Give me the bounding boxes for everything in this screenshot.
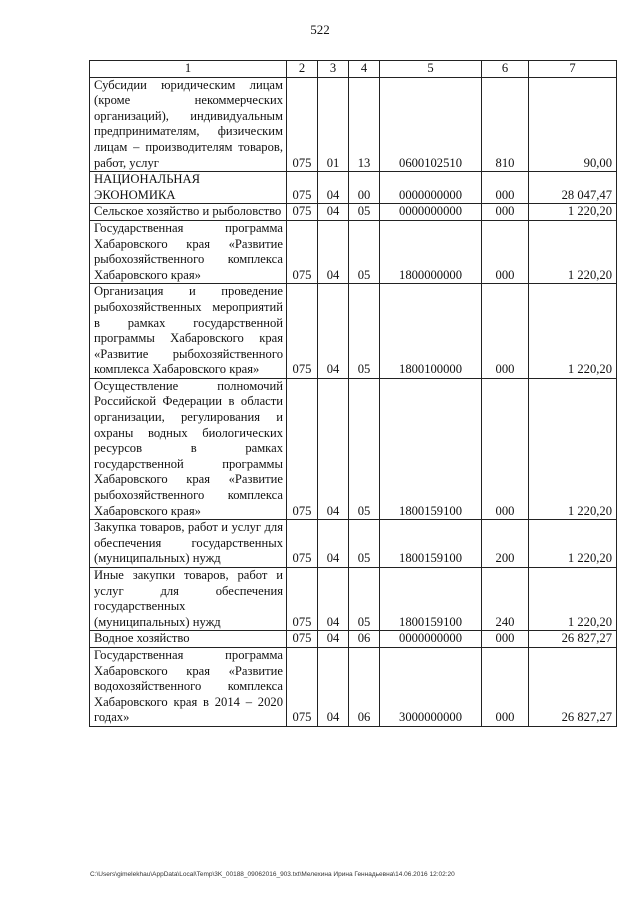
row-podrazdel: 05 <box>349 520 380 568</box>
row-podrazdel: 06 <box>349 631 380 648</box>
row-vr: 000 <box>482 204 529 221</box>
budget-table <box>89 60 617 727</box>
row-csr: 1800159100 <box>380 378 482 519</box>
row-vedomstvo: 075 <box>287 204 318 221</box>
row-name: Сельское хозяйство и рыболовство <box>90 204 287 221</box>
row-name: Осуществление полномочий Российской Федерации в области организации, регулирования и охраны водных биологических ресурсов в рамках государственной программы Хабаровского края «Развитие рыбохозяйственного комплекса Хабаровского края» <box>90 378 287 519</box>
row-podrazdel: 05 <box>349 378 380 519</box>
table-row <box>90 284 617 379</box>
row-razdel: 04 <box>318 647 349 726</box>
row-amount: 28 047,47 <box>529 172 617 204</box>
row-name: Государственная программа Хабаровского края «Развитие рыбохозяйственного комплекса Хабаровского края» <box>90 220 287 283</box>
header-col-5: 5 <box>380 61 482 78</box>
table-row <box>90 631 617 648</box>
table-row <box>90 77 617 172</box>
header-col-2: 2 <box>287 61 318 78</box>
row-name: Водное хозяйство <box>90 631 287 648</box>
row-razdel: 04 <box>318 204 349 221</box>
row-vedomstvo: 075 <box>287 520 318 568</box>
row-vr: 200 <box>482 520 529 568</box>
row-csr: 0000000000 <box>380 172 482 204</box>
row-name: Государственная программа Хабаровского края «Развитие водохозяйственного комплекса Хабаровского края в 2014 – 2020 годах» <box>90 647 287 726</box>
row-vr: 810 <box>482 77 529 172</box>
file-path-footer: C:\Users\gimelekhau\AppData\Local\Temp\3K_00188_09062016_903.txt\Мелехина Ирина Геннадьевна\14.06.2016 12:02:20 <box>90 871 455 878</box>
row-razdel: 04 <box>318 284 349 379</box>
row-amount: 1 220,20 <box>529 204 617 221</box>
row-podrazdel: 06 <box>349 647 380 726</box>
row-csr: 1800159100 <box>380 520 482 568</box>
row-razdel: 04 <box>318 378 349 519</box>
header-col-1: 1 <box>90 61 287 78</box>
row-vr: 240 <box>482 568 529 631</box>
table-row <box>90 568 617 631</box>
row-vedomstvo: 075 <box>287 631 318 648</box>
row-csr: 0600102510 <box>380 77 482 172</box>
table-row <box>90 172 617 204</box>
row-amount: 1 220,20 <box>529 568 617 631</box>
row-vedomstvo: 075 <box>287 647 318 726</box>
table-row <box>90 520 617 568</box>
row-csr: 1800159100 <box>380 568 482 631</box>
row-amount: 26 827,27 <box>529 647 617 726</box>
row-amount: 26 827,27 <box>529 631 617 648</box>
header-col-3: 3 <box>318 61 349 78</box>
header-col-7: 7 <box>529 61 617 78</box>
row-csr: 0000000000 <box>380 204 482 221</box>
row-name: Закупка товаров, работ и услуг для обеспечения государственных (муниципальных) нужд <box>90 520 287 568</box>
page-number: 522 <box>310 22 330 37</box>
row-vr: 000 <box>482 220 529 283</box>
row-vr: 000 <box>482 647 529 726</box>
row-podrazdel: 05 <box>349 220 380 283</box>
row-razdel: 04 <box>318 631 349 648</box>
table-row <box>90 647 617 726</box>
header-col-4: 4 <box>349 61 380 78</box>
row-vr: 000 <box>482 284 529 379</box>
row-csr: 1800000000 <box>380 220 482 283</box>
row-amount: 1 220,20 <box>529 378 617 519</box>
row-razdel: 04 <box>318 172 349 204</box>
row-vr: 000 <box>482 378 529 519</box>
row-amount: 1 220,20 <box>529 520 617 568</box>
row-podrazdel: 05 <box>349 204 380 221</box>
row-podrazdel: 05 <box>349 284 380 379</box>
row-csr: 1800100000 <box>380 284 482 379</box>
row-podrazdel: 13 <box>349 77 380 172</box>
row-name: Иные закупки товаров, работ и услуг для обеспечения государственных (муниципальных) нужд <box>90 568 287 631</box>
row-vedomstvo: 075 <box>287 284 318 379</box>
row-amount: 90,00 <box>529 77 617 172</box>
row-csr: 3000000000 <box>380 647 482 726</box>
row-razdel: 04 <box>318 220 349 283</box>
row-name: Субсидии юридическим лицам (кроме некоммерческих организаций), индивидуальным предпринимателям, физическим лицам – производителям товаров, работ, услуг <box>90 77 287 172</box>
table-row <box>90 220 617 283</box>
row-amount: 1 220,20 <box>529 284 617 379</box>
table-row <box>90 378 617 519</box>
row-name: НАЦИОНАЛЬНАЯ ЭКОНОМИКА <box>90 172 287 204</box>
row-razdel: 01 <box>318 77 349 172</box>
row-amount: 1 220,20 <box>529 220 617 283</box>
row-podrazdel: 05 <box>349 568 380 631</box>
row-vedomstvo: 075 <box>287 568 318 631</box>
header-col-6: 6 <box>482 61 529 78</box>
row-razdel: 04 <box>318 568 349 631</box>
row-vedomstvo: 075 <box>287 220 318 283</box>
row-vedomstvo: 075 <box>287 378 318 519</box>
row-csr: 0000000000 <box>380 631 482 648</box>
row-name: Организация и проведение рыбохозяйственных мероприятий в рамках государственной программы Хабаровского края «Развитие рыбохозяйственного комплекса Хабаровского края» <box>90 284 287 379</box>
row-vr: 000 <box>482 172 529 204</box>
row-vedomstvo: 075 <box>287 77 318 172</box>
row-razdel: 04 <box>318 520 349 568</box>
row-vr: 000 <box>482 631 529 648</box>
table-row <box>90 204 617 221</box>
row-vedomstvo: 075 <box>287 172 318 204</box>
row-podrazdel: 00 <box>349 172 380 204</box>
table-header-row <box>90 61 617 78</box>
